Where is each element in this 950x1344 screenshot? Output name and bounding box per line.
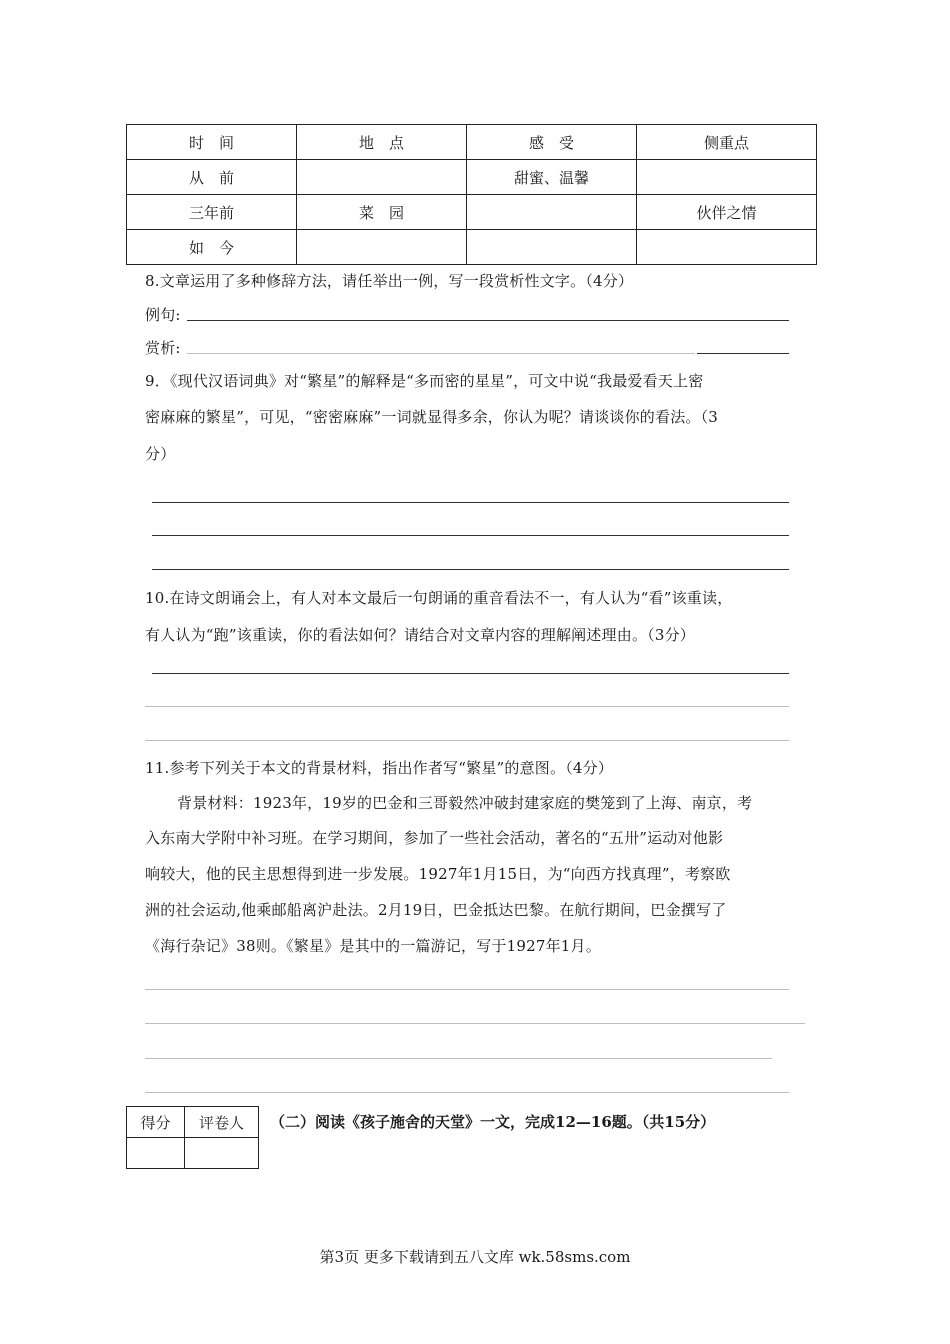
question-9-line-1: 9．《现代汉语词典》对“繁星”的解释是“多而密的星星”，可文中说“我最爱看天上密 [145, 372, 704, 390]
background-material-line-4: 洲的社会运动,他乘邮船离沪赴法。2月19日，巴金抵达巴黎。在航行期间，巴金撰写了 [145, 901, 727, 919]
answer-line[interactable] [145, 1092, 789, 1093]
table-cell [297, 230, 467, 265]
table-header-row [127, 125, 817, 160]
table-cell [637, 160, 817, 195]
table-row [127, 195, 817, 230]
table-header-cell: 感 受 [467, 125, 637, 160]
background-material-line-2: 入东南大学附中补习班。在学习期间，参加了一些社会活动，著名的“五卅”运动对他影 [145, 829, 724, 847]
answer-line[interactable] [152, 502, 789, 503]
table-header-cell: 地 点 [297, 125, 467, 160]
table-row [127, 230, 817, 265]
table-cell [297, 160, 467, 195]
table-cell: 甜蜜、温馨 [467, 160, 637, 195]
table-row [127, 160, 817, 195]
score-input-cell[interactable] [127, 1138, 185, 1169]
question-10-line-2: 有人认为“跑”该重读，你的看法如何？请结合对文章内容的理解阐述理由。（3分） [145, 626, 695, 644]
example-answer-line[interactable] [187, 320, 789, 321]
table-cell: 伙伴之情 [637, 195, 817, 230]
table-header-cell: 侧重点 [637, 125, 817, 160]
example-label: 例句: [145, 306, 181, 324]
question-10-line-1: 10.在诗文朗诵会上，有人对本文最后一句朗诵的重音看法不一，有人认为“看”该重读， [145, 589, 733, 607]
table-cell: 如 今 [127, 230, 297, 265]
table-cell: 三年前 [127, 195, 297, 230]
table-cell [467, 230, 637, 265]
analysis-answer-line-end[interactable] [697, 353, 789, 354]
table-cell: 菜 园 [297, 195, 467, 230]
question-9-line-3: 分） [145, 445, 176, 463]
info-table [126, 124, 817, 265]
background-material-line-1: 背景材料：1923年，19岁的巴金和三哥毅然冲破封建家庭的樊笼到了上海、南京，考 [177, 794, 753, 812]
answer-line[interactable] [145, 1023, 805, 1024]
table-cell [637, 230, 817, 265]
answer-line[interactable] [145, 740, 789, 741]
answer-line[interactable] [152, 673, 789, 674]
question-11: 11.参考下列关于本文的背景材料，指出作者写“繁星”的意图。（4分） [145, 759, 614, 777]
answer-line[interactable] [145, 1058, 772, 1059]
question-9-line-2: 密麻麻的繁星”，可见，“密密麻麻”一词就显得多余，你认为呢？请谈谈你的看法。（3 [145, 408, 719, 426]
analysis-answer-line[interactable] [187, 353, 695, 354]
grader-input-cell[interactable] [185, 1138, 259, 1169]
page-footer: 第3页 更多下载请到五八文库 wk.58sms.com [319, 1248, 631, 1266]
answer-line[interactable] [152, 569, 789, 570]
answer-line[interactable] [145, 706, 789, 707]
background-material-line-3: 响较大，他的民主思想得到进一步发展。1927年1月15日，为“向西方找真理”，考察欧 [145, 865, 731, 883]
table-cell [467, 195, 637, 230]
table-header-cell: 时 间 [127, 125, 297, 160]
score-label: 得分 [127, 1107, 185, 1138]
background-material-line-5: 《海行杂记》38则。《繁星》是其中的一篇游记，写于1927年1月。 [145, 937, 601, 955]
grader-label: 评卷人 [185, 1107, 259, 1138]
analysis-label: 赏析: [145, 339, 181, 357]
score-box [126, 1106, 259, 1169]
answer-line[interactable] [152, 535, 789, 536]
answer-line[interactable] [145, 989, 789, 990]
section-2-title: （二）阅读《孩子施舍的天堂》一文，完成12—16题。（共15分） [270, 1113, 716, 1131]
table-cell: 从 前 [127, 160, 297, 195]
question-8: 8.文章运用了多种修辞方法，请任举出一例，写一段赏析性文字。（4分） [145, 272, 634, 290]
